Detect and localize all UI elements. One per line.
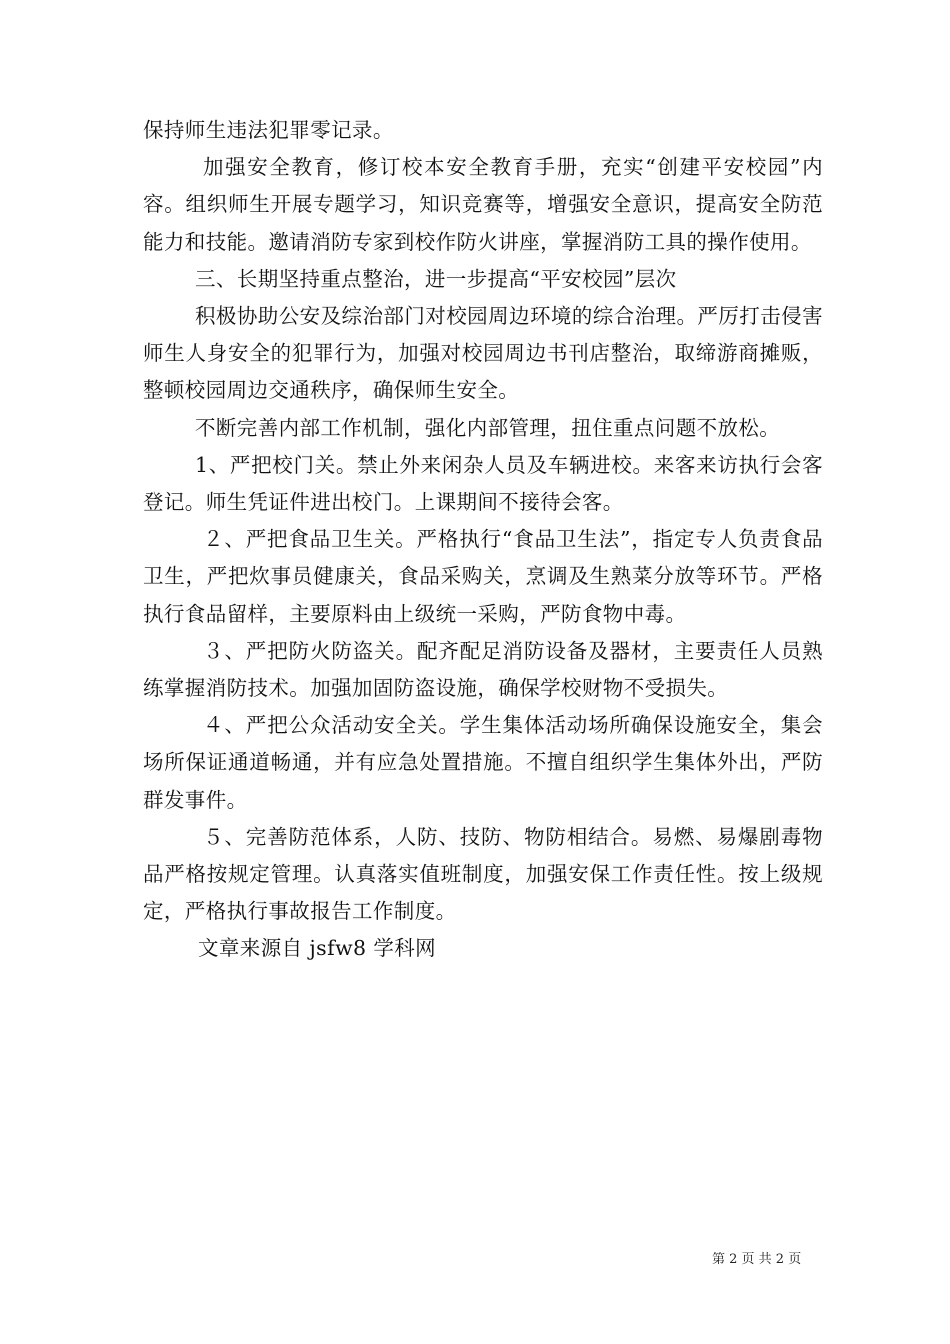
document-body	[143, 112, 823, 968]
section-heading-three: 三、长期坚持重点整治，进一步提高“平安校园”层次	[195, 266, 677, 291]
paragraph-continuation: 保持师生违法犯罪零记录。	[143, 118, 394, 142]
list-item-public-activity: ４、严把公众活动安全关。学生集体活动场所确保设施安全，集会场所保证通道畅通，并有应急处置措施。不擅自组织学生集体外出，严防群发事件。	[143, 713, 823, 812]
paragraph-internal-mechanism: 不断完善内部工作机制，强化内部管理，扭住重点问题不放松。	[195, 415, 781, 440]
paragraph-campus-surroundings: 积极协助公安及综治部门对校园周边环境的综合治理。严厉打击侵害师生人身安全的犯罪行为，加强对校园周边书刊店整治，取缔游商摊贩，整顿校园周边交通秩序，确保师生安全。	[143, 304, 823, 403]
paragraph-safety-education: 加强安全教育，修订校本安全教育手册，充实“创建平安校园”内容。组织师生开展专题学习，知识竞赛等，增强安全意识，提高安全防范能力和技能。邀请消防专家到校作防火讲座，掌握消防工具的操作使用。	[143, 155, 823, 254]
list-item-prevention-system: ５、完善防范体系，人防、技防、物防相结合。易燃、易爆剧毒物品严格按规定管理。认真落实值班制度，加强安保工作责任性。按上级规定，严格执行事故报告工作制度。	[143, 824, 823, 924]
list-item-fire-theft: ３、严把防火防盗关。配齐配足消防设备及器材，主要责任人员熟练掌握消防技术。加强加固防盗设施，确保学校财物不受损失。	[143, 638, 823, 701]
page-number-footer: 第 2 页 共 2 页	[712, 1252, 802, 1267]
list-item-gate-control: 1、严把校门关。禁止外来闲杂人员及车辆进校。来客来访执行会客登记。师生凭证件进出校门。上课期间不接待会客。	[143, 452, 823, 515]
source-line: 文章来源自 jsfw8 学科网	[198, 936, 437, 961]
list-item-food-hygiene: ２、严把食品卫生关。严格执行“食品卫生法”，指定专人负责食品卫生，严把炊事员健康关，食品采购关，烹调及生熟菜分放等环节。严格执行食品留样，主要原料由上级统一采购，严防食物中毒。	[143, 527, 823, 626]
